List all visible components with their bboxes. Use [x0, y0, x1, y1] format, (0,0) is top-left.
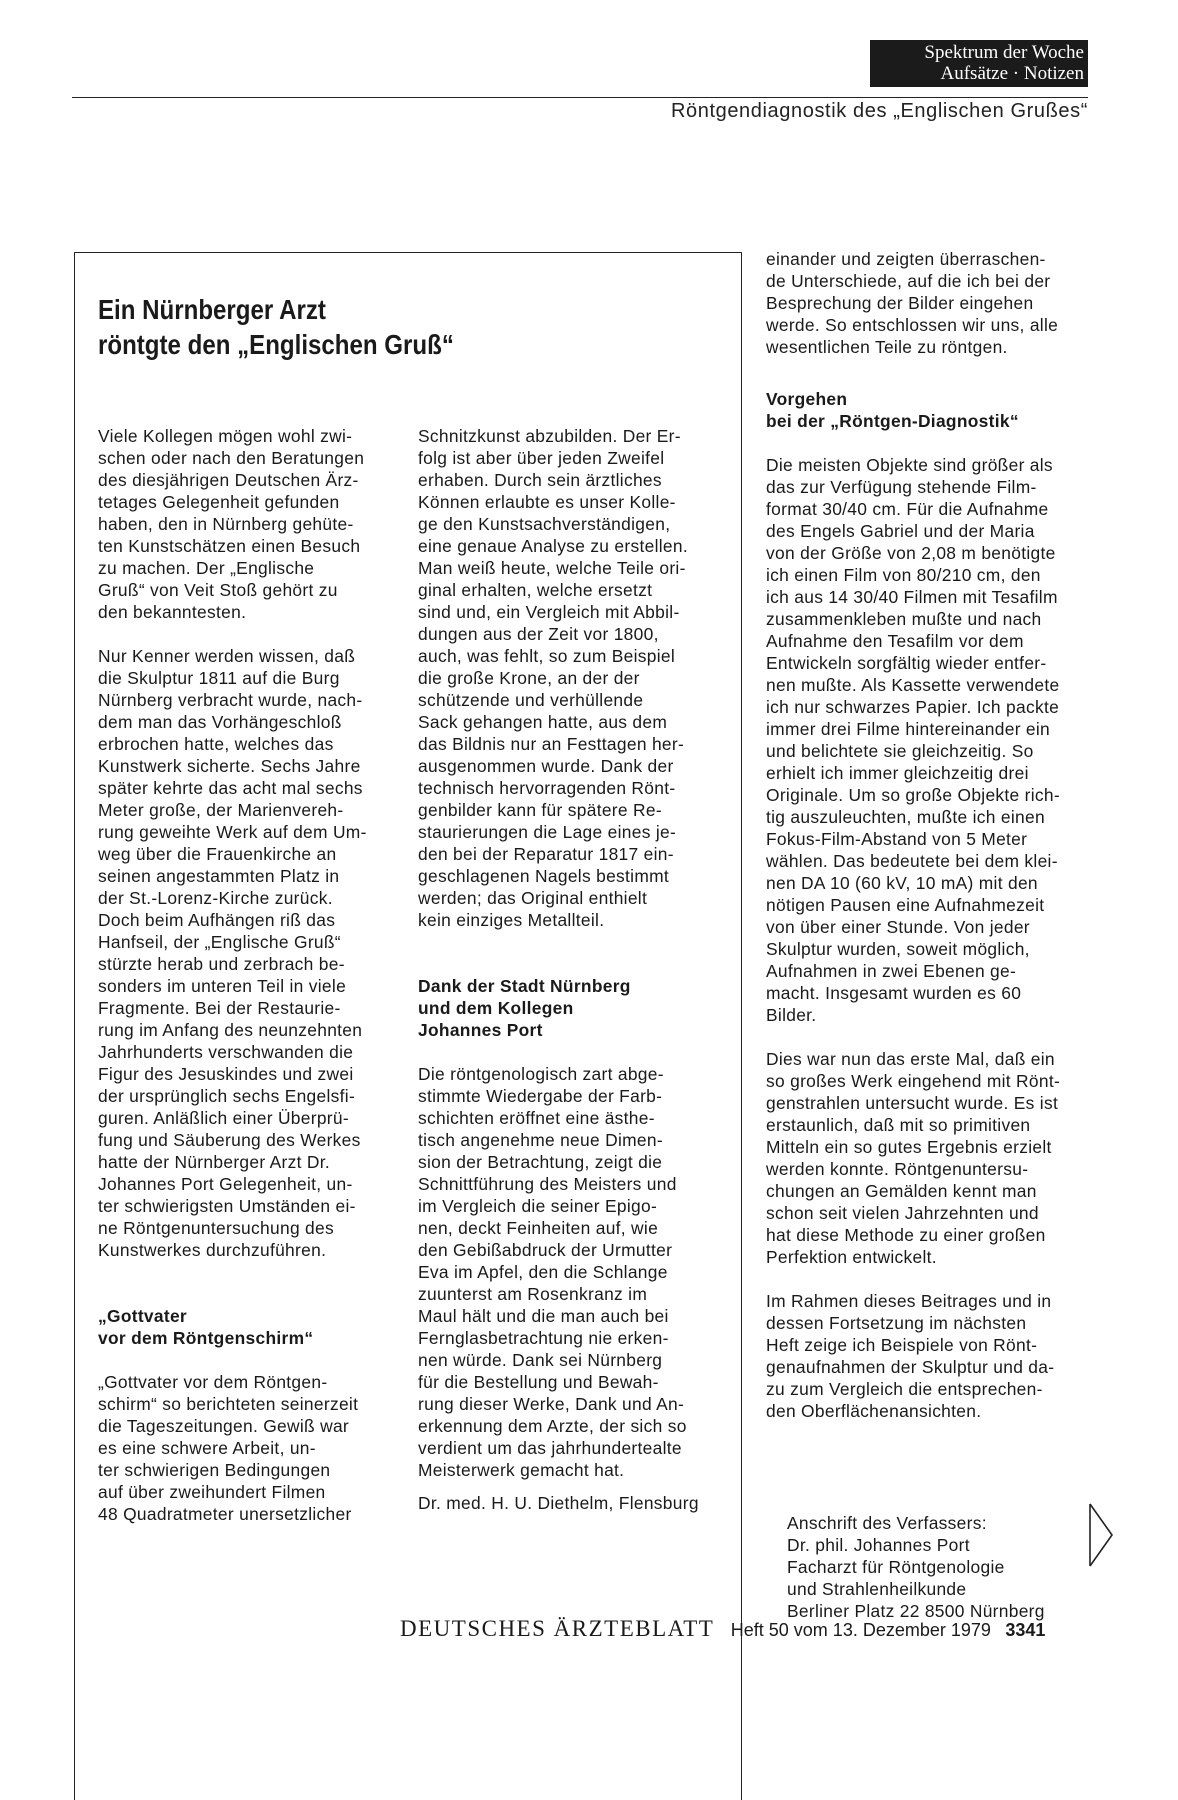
text-line: die Tageszeitungen. Gewiß war	[98, 1416, 350, 1436]
text-line: guren. Anläßlich einer Überprü-	[98, 1108, 349, 1128]
text-line: tetages Gelegenheit gefunden	[98, 492, 340, 512]
text-line: Die meisten Objekte sind größer als	[766, 455, 1053, 475]
text-line: Aufnahmen in zwei Ebenen ge-	[766, 961, 1017, 981]
text-line: Jahrhunderts verschwanden die	[98, 1042, 354, 1062]
text-line: so großes Werk eingehend mit Rönt-	[766, 1071, 1061, 1091]
text-line: die große Krone, an der der	[418, 668, 640, 688]
text-line: im Vergleich die seiner Epigo-	[418, 1196, 658, 1216]
text-line: Sack gehangen hatte, aus dem	[418, 712, 668, 732]
text-line: Dies war nun das erste Mal, daß ein	[766, 1049, 1055, 1069]
text-line: und Strahlenheilkunde	[787, 1579, 967, 1599]
text-line: den bei der Reparatur 1817 ein-	[418, 844, 674, 864]
text-line: es eine schwere Arbeit, un-	[98, 1438, 316, 1458]
text-line: auf über zweihundert Filmen	[98, 1482, 326, 1502]
text-line: 48 Quadratmeter unersetzlicher	[98, 1504, 352, 1524]
text-line: hat diese Methode zu einer großen	[766, 1225, 1046, 1245]
text-line: Die röntgenologisch zart abge-	[418, 1064, 664, 1084]
text-line: werde. So entschlossen wir uns, alle	[766, 315, 1059, 335]
text-line: fung und Säuberung des Werkes	[98, 1130, 361, 1150]
text-line: staurierungen die Lage eines je-	[418, 822, 677, 842]
text-line: schen oder nach den Beratungen	[98, 448, 365, 468]
text-line: Eva im Apfel, den die Schlange	[418, 1262, 668, 1282]
text-line: werden konnte. Röntgenuntersu-	[766, 1159, 1029, 1179]
text-line: den Gebißabdruck der Urmutter	[418, 1240, 673, 1260]
text-line: stürzte herab und zerbrach be-	[98, 954, 345, 974]
author-address	[787, 1512, 1045, 1622]
header-rule	[72, 97, 1088, 98]
text-line: ne Röntgenuntersuchung des	[98, 1218, 334, 1238]
text-line: Fokus-Film-Abstand von 5 Meter	[766, 829, 1028, 849]
text-line: schon seit vielen Jahrzehnten und	[766, 1203, 1039, 1223]
text-line: später kehrte das acht mal sechs	[98, 778, 363, 798]
text-line: den Oberflächenansichten.	[766, 1401, 982, 1421]
text-line: Gruß“ von Veit Stoß gehört zu	[98, 580, 338, 600]
text-line: das Bildnis nur an Festtagen her-	[418, 734, 685, 754]
col3-body-b	[766, 454, 1088, 1026]
text-line: schirm“ so berichteten seinerzeit	[98, 1394, 359, 1414]
text-line: Originale. Um so große Objekte rich-	[766, 785, 1060, 805]
text-line: genbilder kann für spätere Re-	[418, 800, 662, 820]
text-line: Nur Kenner werden wissen, daß	[98, 646, 356, 666]
text-line	[98, 623, 388, 645]
page-footer	[400, 1616, 1045, 1642]
text-line: rung dieser Werke, Dank und An-	[418, 1394, 685, 1414]
text-line: immer drei Filme hintereinander ein	[766, 719, 1051, 739]
text-line: format 30/40 cm. Für die Aufnahme	[766, 499, 1049, 519]
column-3	[766, 248, 1088, 1422]
section-tag	[870, 40, 1088, 87]
text-line: schichten eröffnet eine ästhe-	[418, 1108, 655, 1128]
section-tag-line2: Aufsätze · Notizen	[940, 63, 1084, 84]
text-line: Man weiß heute, welche Teile ori-	[418, 558, 686, 578]
text-line: werden; das Original enthielt	[418, 888, 648, 908]
page-number: 3341	[1005, 1620, 1046, 1640]
text-line: wählen. Das bedeutete bei dem klei-	[766, 851, 1058, 871]
text-line: Johannes Port Gelegenheit, un-	[98, 1174, 353, 1194]
text-line: „Gottvater vor dem Röntgen-	[98, 1372, 328, 1392]
text-line: und belichtete sie gleichzeitig. So	[766, 741, 1034, 761]
text-line: erkennung dem Arzte, der sich so	[418, 1416, 687, 1436]
col3-body-c	[766, 1048, 1088, 1268]
text-line: ten Kunstschätzen einen Besuch	[98, 536, 361, 556]
text-line: das zur Verfügung stehende Film-	[766, 477, 1037, 497]
text-line: ich einen Film von 80/210 cm, den	[766, 565, 1041, 585]
text-line: kein einziges Metallteil.	[418, 910, 605, 930]
next-page-arrow-icon	[1088, 1502, 1114, 1568]
text-line: erstaunlich, daß mit so primitiven	[766, 1115, 1031, 1135]
text-line: Schnitzkunst abzubilden. Der Er-	[418, 426, 681, 446]
byline: Dr. med. H. U. Diethelm, Flensburg	[418, 1493, 699, 1513]
text-line: auch, was fehlt, so zum Beispiel	[418, 646, 676, 666]
text-line: Besprechung der Bilder eingehen	[766, 293, 1034, 313]
text-line: verdient um das jahrhundertealte	[418, 1438, 682, 1458]
text-line: Können erlaubte es unser Kolle-	[418, 492, 676, 512]
text-line: Doch beim Aufhängen riß das	[98, 910, 336, 930]
text-line: Fernglasbetrachtung nie erken-	[418, 1328, 669, 1348]
footer-issue: Heft 50 vom 13. Dezember 1979	[730, 1620, 991, 1640]
text-line: dem man das Vorhängeschloß	[98, 712, 342, 732]
text-line: Berliner Platz 22 8500 Nürnberg	[787, 1601, 1045, 1621]
column-1	[98, 425, 388, 1525]
text-line: Im Rahmen dieses Beitrages und in	[766, 1291, 1052, 1311]
text-line: Kunstwerkes durchzuführen.	[98, 1240, 327, 1260]
text-line: Mitteln ein so gutes Ergebnis erzielt	[766, 1137, 1052, 1157]
col2-body-b	[418, 1063, 708, 1481]
text-line: zu machen. Der „Englische	[98, 558, 315, 578]
text-line: von über einer Stunde. Von jeder	[766, 917, 1030, 937]
text-line: ausgenommen wurde. Dank der	[418, 756, 674, 776]
text-line: nen mußte. Als Kassette verwendete	[766, 675, 1060, 695]
text-line: ginal erhalten, welche ersetzt	[418, 580, 653, 600]
text-line: nen DA 10 (60 kV, 10 mA) mit den	[766, 873, 1038, 893]
text-line: de Unterschiede, auf die ich bei der	[766, 271, 1051, 291]
subhead-vorgehen: Vorgehen bei der „Röntgen-Diagnostik“	[766, 389, 1019, 431]
text-line: Nürnberg verbracht wurde, nach-	[98, 690, 363, 710]
col3-body-a	[766, 248, 1088, 358]
text-line: zusammenkleben mußte und nach	[766, 609, 1042, 629]
text-line: erhaben. Durch sein ärztliches	[418, 470, 662, 490]
text-line: rung im Anfang des neunzehnten	[98, 1020, 363, 1040]
text-line: erhielt ich immer gleichzeitig drei	[766, 763, 1029, 783]
text-line: Viele Kollegen mögen wohl zwi-	[98, 426, 353, 446]
text-line: wesentlichen Teile zu röntgen.	[766, 337, 1008, 357]
text-line: Schnittführung des Meisters und	[418, 1174, 677, 1194]
text-line: die Skulptur 1811 auf die Burg	[98, 668, 340, 688]
text-line: Entwickeln sorgfältig wieder entfer-	[766, 653, 1047, 673]
text-line: seinen angestammten Platz in	[98, 866, 340, 886]
text-line: hatte der Nürnberger Arzt Dr.	[98, 1152, 330, 1172]
col2-body	[418, 425, 708, 931]
text-line: schützende und verhüllende	[418, 690, 644, 710]
text-line: erbrochen hatte, welches das	[98, 734, 334, 754]
text-line: Hanfseil, der „Englische Gruß“	[98, 932, 341, 952]
text-line: der ursprünglich sechs Engelsfi-	[98, 1086, 356, 1106]
text-line: des Engels Gabriel und der Maria	[766, 521, 1035, 541]
text-line: Fragmente. Bei der Restaurie-	[98, 998, 341, 1018]
text-line: ter schwierigsten Umständen ei-	[98, 1196, 356, 1216]
text-line: genstrahlen untersucht wurde. Es ist	[766, 1093, 1059, 1113]
text-line: für die Bestellung und Bewah-	[418, 1372, 659, 1392]
text-line: rung geweihte Werk auf dem Um-	[98, 822, 367, 842]
text-line: technisch hervorragenden Rönt-	[418, 778, 676, 798]
text-line: ter schwierigen Bedingungen	[98, 1460, 331, 1480]
text-line: nen, deckt Feinheiten auf, wie	[418, 1218, 659, 1238]
col3-body-d	[766, 1290, 1088, 1422]
text-line: folg ist aber über jeden Zweifel	[418, 448, 665, 468]
text-line: sion der Betrachtung, zeigt die	[418, 1152, 663, 1172]
headline	[98, 292, 454, 362]
col1-body-b	[98, 1371, 388, 1525]
text-line: Skulptur wurden, soweit möglich,	[766, 939, 1030, 959]
text-line: der St.-Lorenz-Kirche zurück.	[98, 888, 333, 908]
text-line: tig auszuleuchten, mußte ich einen	[766, 807, 1045, 827]
headline-line1: Ein Nürnberger Arzt	[98, 294, 326, 325]
text-line: Bilder.	[766, 1005, 817, 1025]
text-line: chungen an Gemälden kennt man	[766, 1181, 1037, 1201]
text-line: Perfektion entwickelt.	[766, 1247, 937, 1267]
headline-line2: röntgte den „Englischen Gruß“	[98, 329, 454, 360]
text-line: den bekanntesten.	[98, 602, 247, 622]
text-line: sonders im unteren Teil in viele	[98, 976, 347, 996]
text-line: ich nur schwarzes Papier. Ich packte	[766, 697, 1060, 717]
col1-body	[98, 425, 388, 1261]
text-line: des diesjährigen Deutschen Ärz-	[98, 470, 359, 490]
text-line: nen würde. Dank sei Nürnberg	[418, 1350, 663, 1370]
text-line: sind und, ein Vergleich mit Abbil-	[418, 602, 680, 622]
text-line: dessen Fortsetzung im nächsten	[766, 1313, 1027, 1333]
text-line: Dr. phil. Johannes Port	[787, 1535, 970, 1555]
text-line: Meisterwerk gemacht hat.	[418, 1460, 625, 1480]
text-line: genaufnahmen der Skulptur und da-	[766, 1357, 1055, 1377]
text-line: weg über die Frauenkirche an	[98, 844, 337, 864]
text-line: Figur des Jesuskindes und zwei	[98, 1064, 354, 1084]
text-line: tisch angenehme neue Dimen-	[418, 1130, 663, 1150]
text-line: eine genaue Analyse zu erstellen.	[418, 536, 688, 556]
text-line: Facharzt für Röntgenologie	[787, 1557, 1005, 1577]
column-2	[418, 425, 708, 1514]
subhead-dank: Dank der Stadt Nürnberg und dem Kollegen Johannes Port	[418, 976, 631, 1040]
text-line: stimmte Wiedergabe der Farb-	[418, 1086, 663, 1106]
text-line: nötigen Pausen eine Aufnahmezeit	[766, 895, 1045, 915]
footer-journal: DEUTSCHES ÄRZTEBLATT	[400, 1616, 715, 1641]
text-line: Kunstwerk sicherte. Sechs Jahre	[98, 756, 361, 776]
text-line: geschlagenen Nagels bestimmt	[418, 866, 670, 886]
text-line: Aufnahme den Tesafilm vor dem	[766, 631, 1024, 651]
text-line: zuunterst am Rosenkranz im	[418, 1284, 648, 1304]
text-line: Maul hält und die man auch bei	[418, 1306, 669, 1326]
text-line: ge den Kunstsachverständigen,	[418, 514, 671, 534]
subhead-gottvater: „Gottvater vor dem Röntgenschirm“	[98, 1306, 314, 1348]
text-line: haben, den in Nürnberg gehüte-	[98, 514, 354, 534]
text-line: dungen aus der Zeit vor 1800,	[418, 624, 659, 644]
text-line: Heft zeige ich Beispiele von Rönt-	[766, 1335, 1038, 1355]
text-line: einander und zeigten überraschen-	[766, 249, 1046, 269]
text-line: macht. Insgesamt wurden es 60	[766, 983, 1022, 1003]
running-title: Röntgendiagnostik des „Englischen Grußes“	[670, 100, 1088, 122]
text-line: Meter große, der Marienvereh-	[98, 800, 344, 820]
section-tag-line1: Spektrum der Woche	[924, 42, 1084, 63]
text-line: ich aus 14 30/40 Filmen mit Tesafilm	[766, 587, 1058, 607]
text-line: zu zum Vergleich die entsprechen-	[766, 1379, 1043, 1399]
text-line: Anschrift des Verfassers:	[787, 1513, 987, 1533]
text-line: von der Größe von 2,08 m benötigte	[766, 543, 1056, 563]
